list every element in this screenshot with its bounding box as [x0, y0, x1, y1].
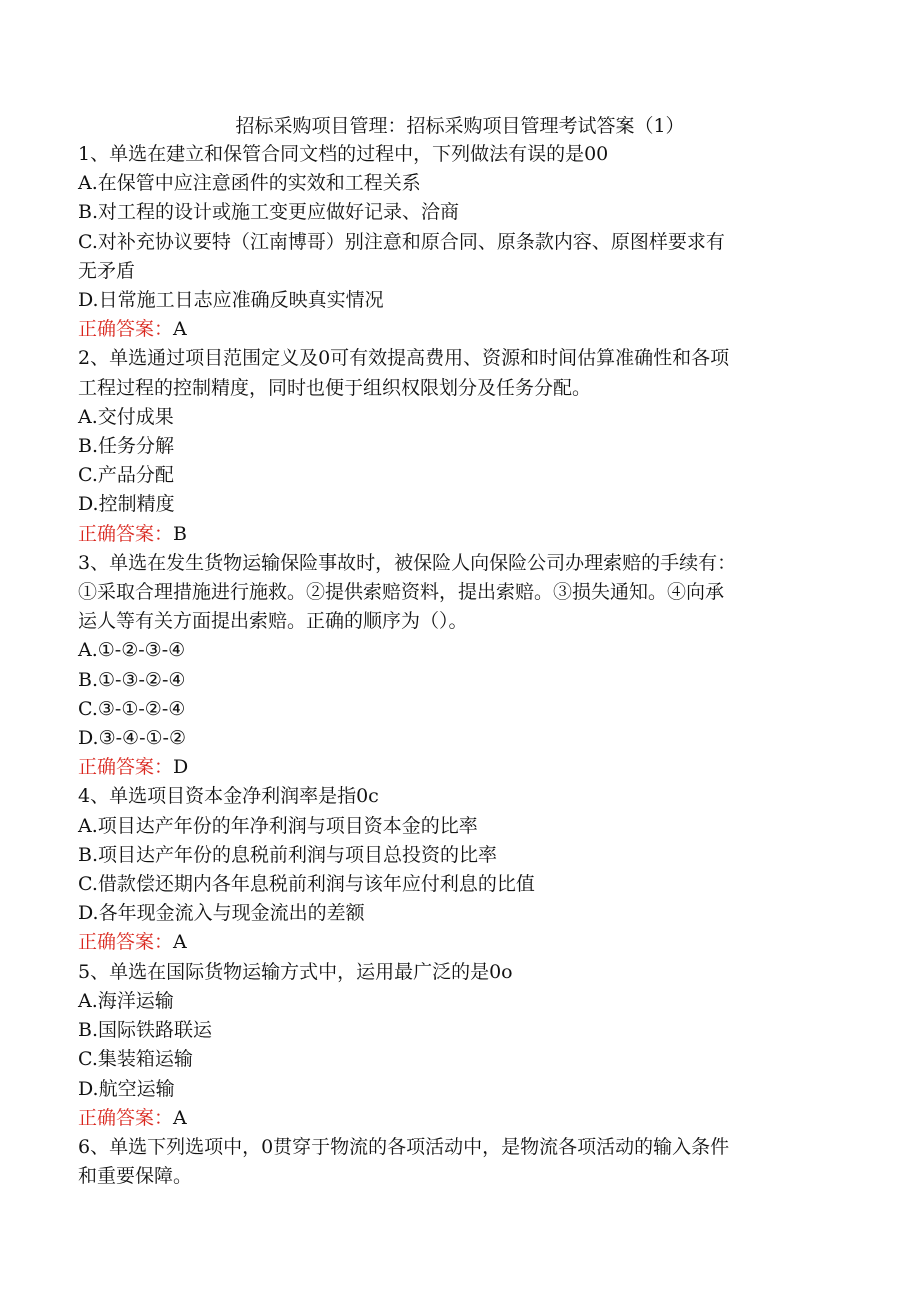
- document-title: 招标采购项目管理：招标采购项目管理考试答案（1）: [235, 115, 685, 137]
- answer-value: A: [173, 1106, 187, 1129]
- answer-value: A: [173, 931, 187, 954]
- question-stem: 4、单选项目资本金净利润率是指0c: [78, 785, 379, 808]
- option-line: 无矛盾: [78, 259, 136, 282]
- option-line: A.项目达产年份的年净利润与项目资本金的比率: [78, 814, 478, 837]
- question-stem: 1、单选在建立和保管合同文档的过程中，下列做法有误的是00: [78, 143, 609, 165]
- option-line: C.借款偿还期内各年息税前利润与该年应付利息的比值: [78, 873, 535, 896]
- option-line: C.③-①-②-④: [78, 697, 186, 720]
- option-line: C.产品分配: [78, 464, 174, 487]
- answer-line: [78, 1104, 838, 1133]
- question-stem: 工程过程的控制精度，同时也便于组织权限划分及任务分配。: [78, 376, 592, 399]
- question-stem: 6、单选下列选项中，0贯穿于物流的各项活动中，是物流各项活动的输入条件: [78, 1135, 730, 1158]
- question-stem: 2、单选通过项目范围定义及0可有效提高费用、资源和时间估算准确性和各项: [78, 347, 730, 370]
- option-line: C.集装箱运输: [78, 1048, 193, 1071]
- option-line: B.项目达产年份的息税前利润与项目总投资的比率: [78, 843, 498, 866]
- question-block: [78, 549, 838, 783]
- answer-label: 正确答案：: [78, 1106, 174, 1129]
- answer-line: [78, 753, 838, 782]
- answer-line: [78, 928, 838, 957]
- option-line: D.各年现金流入与现金流出的差额: [78, 902, 365, 925]
- option-line: C.对补充协议要特（江南博哥）别注意和原合同、原条款内容、原图样要求有: [78, 230, 725, 253]
- question-stem: ①采取合理措施进行施救。②提供索赔资料，提出索赔。③损失通知。④向承: [78, 581, 725, 604]
- option-line: B.对工程的设计或施工变更应做好记录、洽商: [78, 201, 460, 224]
- question-block: [78, 1133, 838, 1191]
- option-line: A.海洋运输: [78, 989, 174, 1012]
- answer-line: [78, 315, 838, 344]
- option-line: D.航空运输: [78, 1077, 175, 1100]
- answer-value: A: [173, 318, 187, 341]
- question-stem: 5、单选在国际货物运输方式中，运用最广泛的是0o: [78, 960, 513, 983]
- option-line: B.国际铁路联运: [78, 1019, 213, 1042]
- answer-value: B: [173, 522, 187, 545]
- answer-line: [78, 520, 838, 549]
- question-block: [78, 140, 838, 344]
- question-block: [78, 344, 838, 548]
- option-line: B.任务分解: [78, 435, 175, 458]
- answer-label: 正确答案：: [78, 318, 174, 341]
- option-line: B.①-③-②-④: [78, 668, 186, 691]
- answer-label: 正确答案：: [78, 522, 174, 545]
- option-line: A.在保管中应注意函件的实效和工程关系: [78, 172, 421, 195]
- option-line: A.①-②-③-④: [78, 639, 186, 662]
- option-line: D.日常施工日志应准确反映真实情况: [78, 289, 384, 312]
- option-line: A.交付成果: [78, 405, 174, 428]
- answer-label: 正确答案：: [78, 931, 174, 954]
- question-block: [78, 958, 838, 1133]
- question-stem: 3、单选在发生货物运输保险事故时，被保险人向保险公司办理索赔的手续有：: [78, 551, 737, 574]
- question-stem: 运人等有关方面提出索赔。正确的顺序为（）。: [78, 610, 468, 633]
- question-stem: 和重要保障。: [78, 1165, 193, 1188]
- document-content: [78, 140, 838, 1191]
- question-block: [78, 782, 838, 957]
- option-line: D.③-④-①-②: [78, 727, 186, 750]
- answer-value: D: [173, 756, 189, 779]
- option-line: D.控制精度: [78, 493, 175, 516]
- answer-label: 正确答案：: [78, 756, 174, 779]
